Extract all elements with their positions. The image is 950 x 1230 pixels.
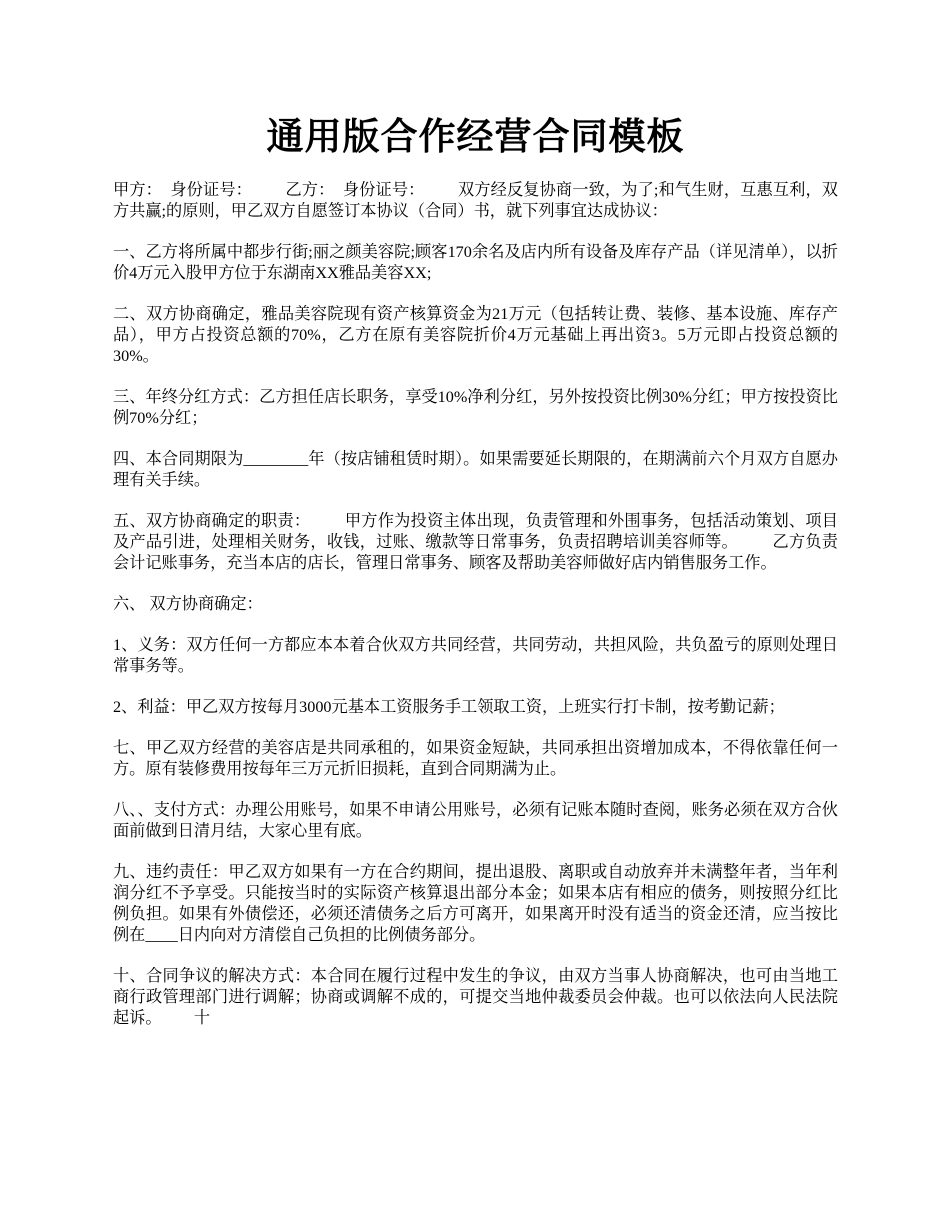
- paragraph-clause-3: 三、年终分红方式：乙方担任店长职务，享受10%净利分红，另外按投资比例30%分红；甲方按投资比例70%分红；: [113, 388, 838, 427]
- paragraph-clause-2: 二、双方协商确定，雅品美容院现有资产核算资金为21万元（包括转让费、装修、基本设施、库存产品），甲方占投资总额的70%，乙方在原有美容院折价4万元基础上再出资3。5万元即占投资总额的30%。: [113, 305, 838, 365]
- document-title: 通用版合作经营合同模板: [266, 117, 685, 158]
- paragraph-clause-6-1: 1、义务：双方任何一方都应本本着合伙双方共同经营，共同劳动，共担风险，共负盈亏的原则处理日常事务等。: [113, 636, 838, 675]
- paragraph-preamble: 甲方： 身份证号： 乙方： 身份证号： 双方经反复协商一致，为了;和气生财，互惠互利，双方共赢;的原则，甲乙双方自愿签订本协议（合同）书，就下列事宜达成协议：: [113, 181, 838, 220]
- document-page: [113, 0, 838, 1029]
- paragraph-clause-6: 六、 双方协商确定：: [113, 595, 263, 613]
- paragraph-clause-1: 一、乙方将所属中都步行街;丽之颜美容院;顾客170余名及店内所有设备及库存产品（详见清单），以折价4万元入股甲方位于东湖南XX雅品美容XX;: [113, 243, 838, 282]
- paragraph-clause-8: 八、、支付方式：办理公用账号，如果不申请公用账号，必须有记账本随时查阅，账务必须在双方合伙面前做到日清月结，大家心里有底。: [113, 801, 838, 840]
- paragraph-clause-5: 五、双方协商确定的职责： 甲方作为投资主体出现，负责管理和外围事务，包括活动策划、项目及产品引进，处理相关财务，收钱，过账、缴款等日常事务，负责招聘培训美容师等。 乙方负责会计记账事务，充当本店的店长，管理日常事务、顾客及帮助美容师做好店内销售服务工作。: [113, 512, 838, 572]
- paragraph-clause-10: 十、合同争议的解决方式：本合同在履行过程中发生的争议，由双方当事人协商解决，也可由当地工商行政管理部门进行调解；协商或调解不成的，可提交当地仲裁委员会仲裁。也可以依法向人民法院起诉。 十: [113, 967, 838, 1027]
- paragraph-clause-4: 四、本合同期限为________年（按店铺租赁时期）。如果需要延长期限的，在期满前六个月双方自愿办理有关手续。: [113, 450, 838, 489]
- paragraph-clause-6-2: 2、利益：甲乙双方按每月3000元基本工资服务手工领取工资，上班实行打卡制，按考勤记薪；: [113, 698, 785, 716]
- paragraph-clause-9: 九、违约责任：甲乙双方如果有一方在合约期间，提出退股、离职或自动放弃并未满整年者，当年利润分红不予享受。只能按当时的实际资产核算退出部分本金；如果本店有相应的债务，则按照分红比例负担。如果有外债偿还，必须还清债务之后方可离开，如果离开时没有适当的资金还清，应当按比例在____日内向对方清偿自己负担的比例债务部分。: [113, 863, 838, 944]
- paragraph-clause-7: 七、甲乙双方经营的美容店是共同承租的，如果资金短缺，共同承担出资增加成本，不得依靠任何一方。原有装修费用按每年三万元折旧损耗，直到合同期满为止。: [113, 739, 838, 778]
